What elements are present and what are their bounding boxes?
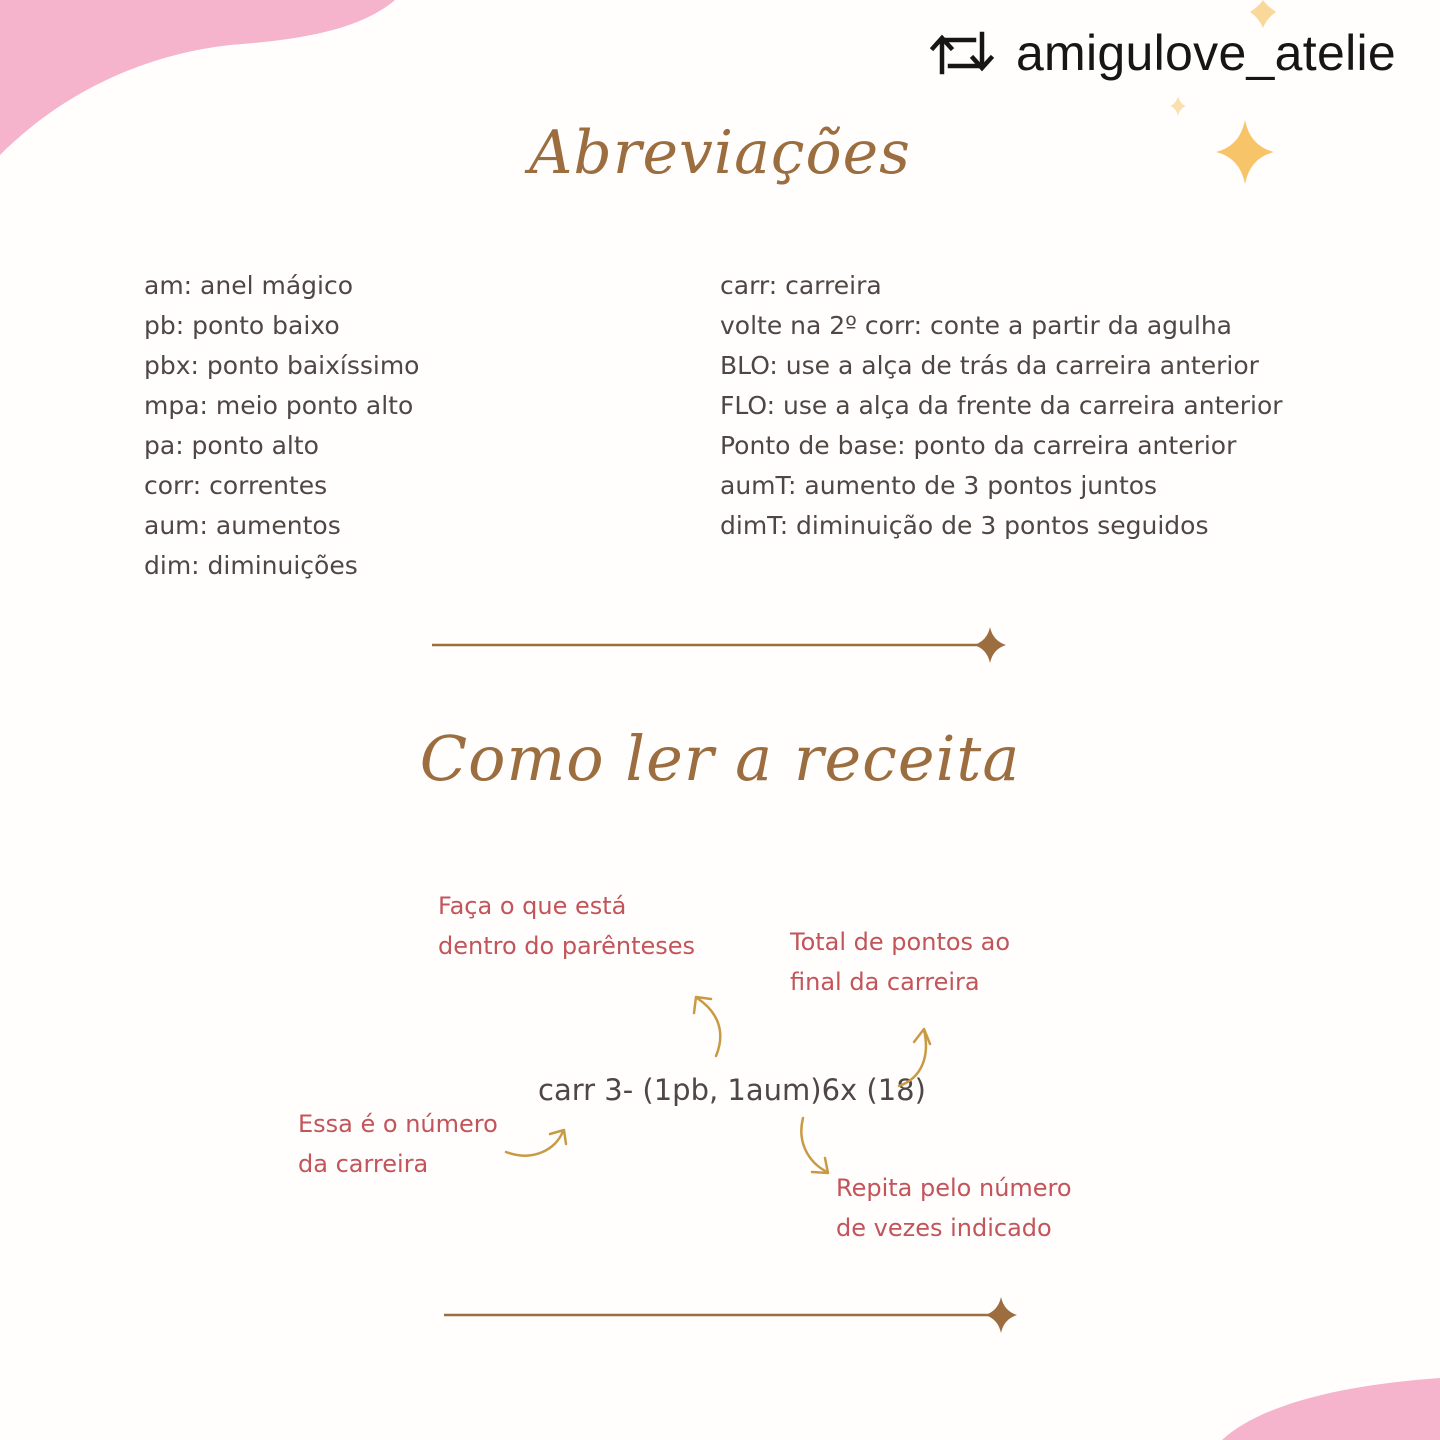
abbreviation-item: Ponto de base: ponto da carreira anterior: [720, 431, 1237, 460]
note-line: Repita pelo número: [836, 1174, 1072, 1202]
repost-header: [930, 24, 1396, 82]
how-to-read-title: Como ler a receita: [419, 722, 1021, 795]
abbreviations-list-left: [144, 266, 419, 586]
abbreviation-item: FLO: use a alça da frente da carreira anterior: [720, 391, 1283, 420]
abbreviation-item: pb: ponto baixo: [144, 311, 340, 340]
repost-icon: [930, 30, 994, 76]
note-line: final da carreira: [790, 968, 980, 996]
abbreviation-item: corr: correntes: [144, 471, 328, 500]
note-line: Faça o que está: [438, 892, 627, 920]
abbreviations-list-right: [720, 266, 1283, 546]
repost-username[interactable]: amigulove_atelie: [1015, 25, 1396, 81]
abbreviations-title: Abreviações: [529, 118, 911, 188]
note-line: de vezes indicado: [836, 1214, 1052, 1242]
note-line: Total de pontos ao: [790, 928, 1011, 956]
abbreviation-item: am: anel mágico: [144, 271, 354, 300]
abbreviation-item: aumT: aumento de 3 pontos juntos: [720, 471, 1158, 500]
pink-blob-bottom-right: [1222, 1378, 1440, 1440]
abbreviation-item: carr: carreira: [720, 271, 882, 300]
abbreviation-item: dimT: diminuição de 3 pontos seguidos: [720, 511, 1209, 540]
example-instruction: carr 3- (1pb, 1aum)6x (18): [538, 1073, 926, 1107]
note-total-pontos: [790, 922, 1010, 1002]
sparkle-star-small: [1170, 96, 1186, 116]
note-line: dentro do parênteses: [438, 932, 696, 960]
note-numero-carreira: [298, 1104, 498, 1184]
note-line: Essa é o número: [298, 1110, 498, 1138]
abbreviation-item: dim: diminuições: [144, 551, 358, 580]
abbreviation-item: pbx: ponto baixíssimo: [144, 351, 420, 380]
abbreviation-item: pa: ponto alto: [144, 431, 319, 460]
abbreviation-item: mpa: meio ponto alto: [144, 391, 414, 420]
note-repita: [836, 1168, 1072, 1248]
abbreviation-item: volte na 2º corr: conte a partir da agulha: [720, 311, 1232, 340]
note-line: da carreira: [298, 1150, 429, 1178]
note-parenteses: [438, 886, 695, 966]
abbreviation-item: BLO: use a alça de trás da carreira anterior: [720, 351, 1259, 380]
abbreviation-item: aum: aumentos: [144, 511, 341, 540]
